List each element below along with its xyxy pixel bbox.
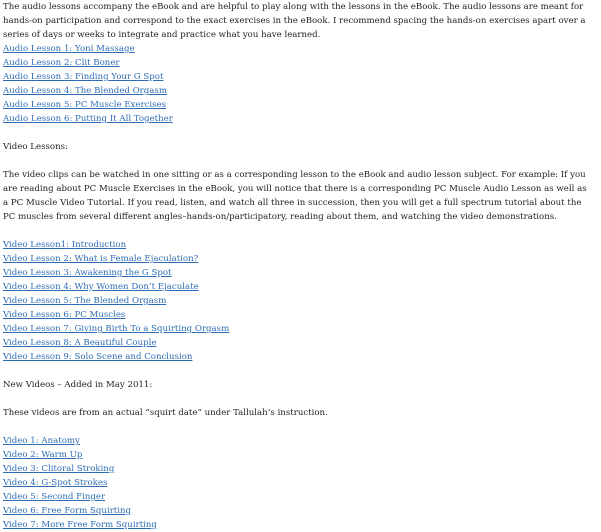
spacer <box>3 126 593 140</box>
list-item <box>3 280 593 294</box>
new-video-1-link[interactable]: Video 1: Anatomy <box>3 436 80 446</box>
video-lesson-6-link[interactable]: Video Lesson 6: PC Muscles <box>3 310 126 320</box>
article-body <box>3 0 593 532</box>
new-video-6-link[interactable]: Video 6: Free Form Squirting <box>3 506 132 516</box>
list-item <box>3 308 593 322</box>
list-item <box>3 112 593 126</box>
video-lesson-5-link[interactable]: Video Lesson 5: The Blended Orgasm <box>3 296 167 306</box>
video-lesson-4-link[interactable]: Video Lesson 4: Why Women Don’t Ejaculate <box>3 282 199 292</box>
audio-lesson-4-link[interactable]: Audio Lesson 4: The Blended Orgasm <box>3 86 167 96</box>
spacer <box>3 154 593 168</box>
spacer <box>3 420 593 434</box>
new-video-3-link[interactable]: Video 3: Clitoral Stroking <box>3 464 115 474</box>
list-item <box>3 294 593 308</box>
audio-lesson-6-link[interactable]: Audio Lesson 6: Putting It All Together <box>3 114 173 124</box>
list-item <box>3 322 593 336</box>
audio-intro-paragraph: The audio lessons accompany the eBook and are helpful to play along with the lessons in the eBook. The audio lessons are meant for hands-on participation and correspond to the exact exercises in the eBook. I recommend spacing the hands-on exercises apart over a series of days or weeks to integrate and practice what you have learned. <box>3 2 586 40</box>
list-item <box>3 56 593 70</box>
spacer <box>3 364 593 378</box>
list-item <box>3 504 593 518</box>
video-lesson-list <box>3 238 593 364</box>
list-item <box>3 98 593 112</box>
list-item <box>3 434 593 448</box>
video-lesson-9-link[interactable]: Video Lesson 9: Solo Scene and Conclusion <box>3 352 193 362</box>
new-video-4-link[interactable]: Video 4: G-Spot Strokes <box>3 478 108 488</box>
audio-lesson-5-link[interactable]: Audio Lesson 5: PC Muscle Exercises <box>3 100 167 110</box>
audio-lesson-2-link[interactable]: Audio Lesson 2: Clit Boner <box>3 58 120 68</box>
video-lessons-heading: Video Lessons: <box>3 142 68 152</box>
list-item <box>3 252 593 266</box>
new-video-5-link[interactable]: Video 5: Second Finger <box>3 492 106 502</box>
list-item <box>3 84 593 98</box>
list-item <box>3 490 593 504</box>
list-item <box>3 518 593 532</box>
audio-lesson-list <box>3 42 593 126</box>
list-item <box>3 238 593 252</box>
video-lesson-7-link[interactable]: Video Lesson 7: Giving Birth To a Squirting Orgasm <box>3 324 230 334</box>
list-item <box>3 476 593 490</box>
list-item <box>3 266 593 280</box>
video-intro-paragraph: The video clips can be watched in one sitting or as a corresponding lesson to the eBook and audio lesson subject. For example: If you are reading about PC Muscle Exercises in the eBook, you will notice that there is a corresponding PC Muscle Audio Lesson as well as a PC Muscle Video Tutorial. If you read, listen, and watch all three in succession, then you will get a full spectrum tutorial about the PC muscles from several different angles–hands-on/participatory, reading about them, and watching the video demonstrations. <box>3 170 587 222</box>
list-item <box>3 350 593 364</box>
new-videos-heading: New Videos – Added in May 2011: <box>3 380 153 390</box>
spacer <box>3 392 593 406</box>
video-lesson-8-link[interactable]: Video Lesson 8: A Beautiful Couple <box>3 338 157 348</box>
new-video-7-link[interactable]: Video 7: More Free Form Squirting <box>3 520 157 530</box>
new-videos-intro-paragraph: These videos are from an actual “squirt date” under Tallulah’s instruction. <box>3 408 328 418</box>
video-lesson-1-link[interactable]: Video Lesson1: Introduction <box>3 240 127 250</box>
list-item <box>3 462 593 476</box>
list-item <box>3 70 593 84</box>
audio-lesson-1-link[interactable]: Audio Lesson 1: Yoni Massage <box>3 44 135 54</box>
audio-lesson-3-link[interactable]: Audio Lesson 3: Finding Your G Spot <box>3 72 164 82</box>
video-lesson-3-link[interactable]: Video Lesson 3: Awakening the G Spot <box>3 268 172 278</box>
list-item <box>3 42 593 56</box>
list-item <box>3 336 593 350</box>
new-video-2-link[interactable]: Video 2: Warm Up <box>3 450 83 460</box>
spacer <box>3 224 593 238</box>
list-item <box>3 448 593 462</box>
new-video-list <box>3 434 593 532</box>
video-lesson-2-link[interactable]: Video Lesson 2: What is Female Ejaculation? <box>3 254 199 264</box>
